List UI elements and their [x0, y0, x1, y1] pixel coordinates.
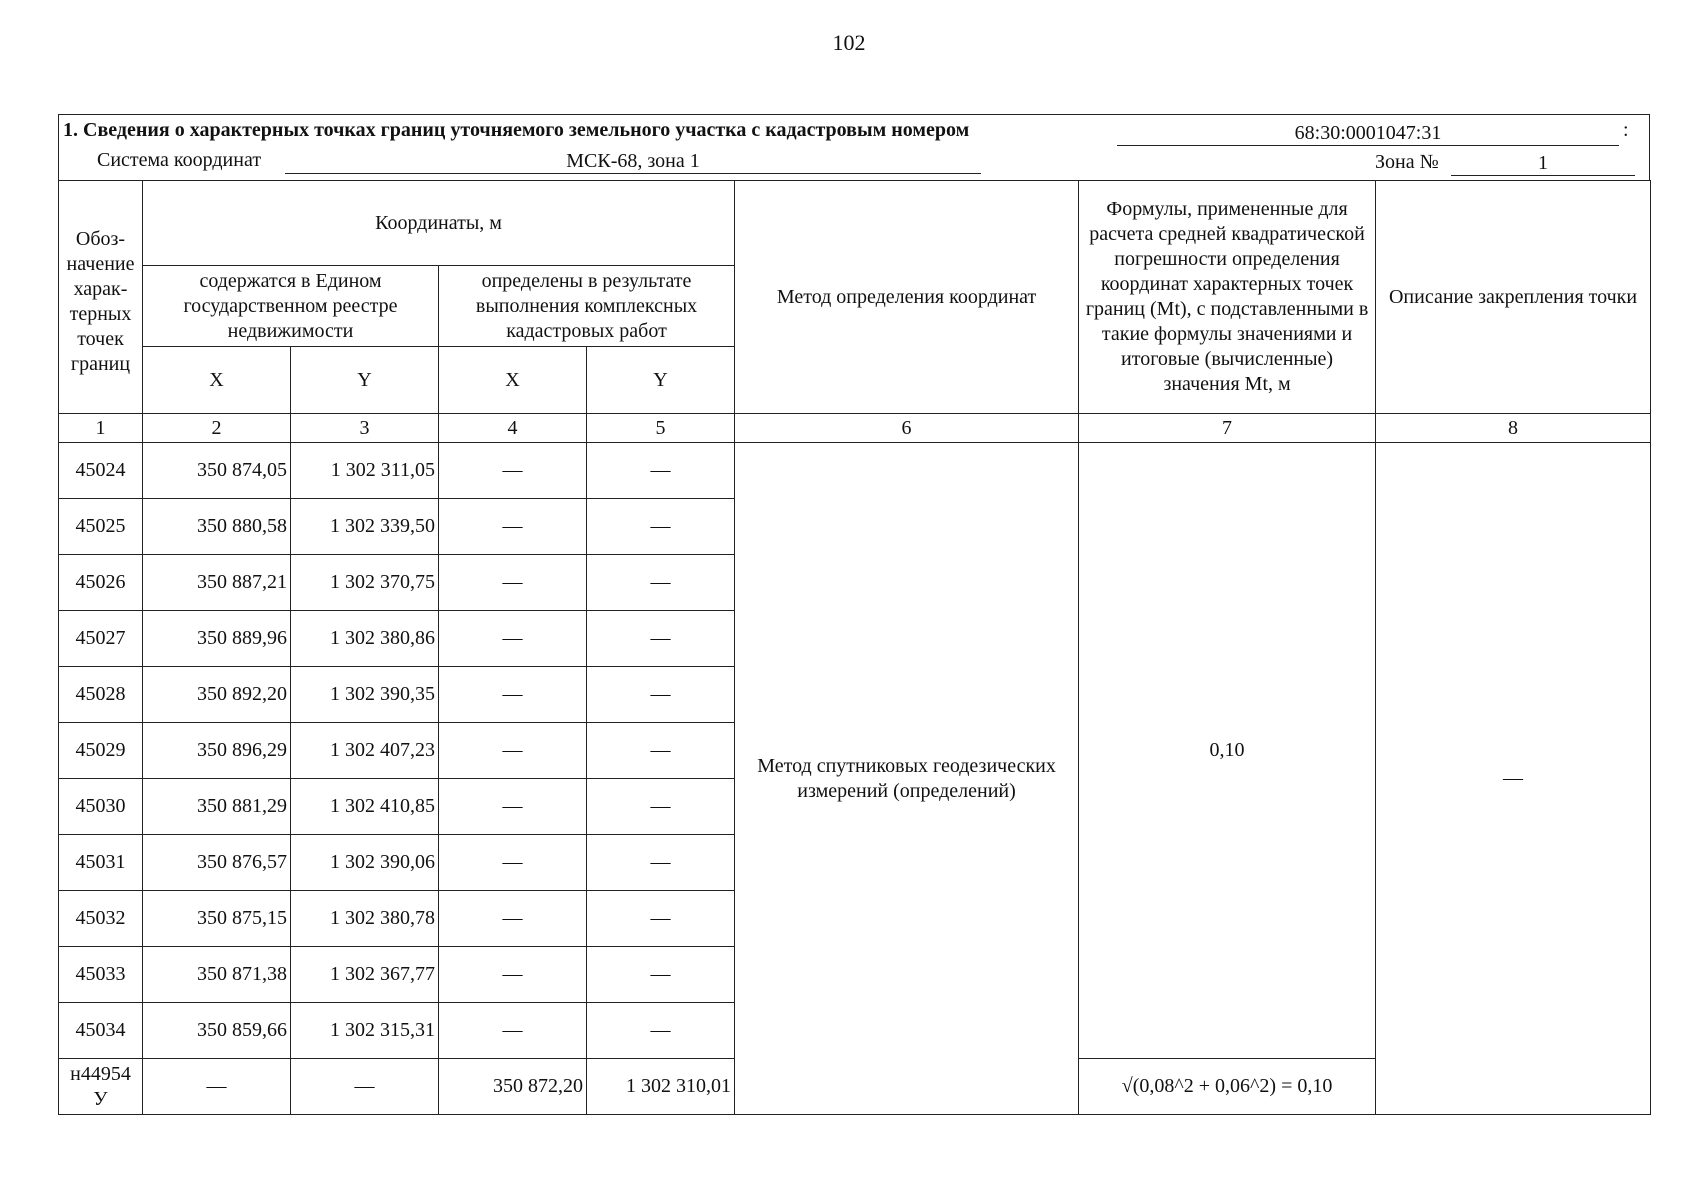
x-kkr: — [439, 835, 587, 891]
table-row [59, 443, 1651, 499]
x-egrn: — [143, 1059, 291, 1115]
header-formulas: Формулы, примененные для расчета средней квадратической погрешности определения координат характерных точек границ (Mt), с подставленными в такие формулы значениями и итоговые (вычисленные) значения Mt, м [1079, 181, 1376, 414]
x-kkr: 350 872,20 [439, 1059, 587, 1115]
y-egrn: 1 302 380,86 [291, 611, 439, 667]
y-egrn: 1 302 410,85 [291, 779, 439, 835]
header-y-kkr: Y [587, 347, 735, 414]
point-id: 45026 [59, 555, 143, 611]
y-egrn: 1 302 315,31 [291, 1003, 439, 1059]
zone-label: Зона № [1375, 151, 1439, 173]
mt-value-cell: 0,10 [1079, 443, 1376, 1059]
y-kkr: — [587, 611, 735, 667]
y-egrn: 1 302 367,77 [291, 947, 439, 1003]
y-kkr: — [587, 723, 735, 779]
x-kkr: — [439, 499, 587, 555]
y-kkr: — [587, 835, 735, 891]
cadastral-number: 68:30:0001047:31 [1117, 121, 1619, 146]
x-egrn: 350 859,66 [143, 1003, 291, 1059]
column-number: 5 [587, 414, 735, 443]
column-number: 1 [59, 414, 143, 443]
header-y-egrn: Y [291, 347, 439, 414]
zone-value: 1 [1451, 151, 1635, 176]
coord-system-value: МСК-68, зона 1 [285, 149, 981, 174]
point-id: 45033 [59, 947, 143, 1003]
x-kkr: — [439, 779, 587, 835]
column-number: 3 [291, 414, 439, 443]
y-egrn: 1 302 380,78 [291, 891, 439, 947]
y-kkr: — [587, 779, 735, 835]
x-egrn: 350 889,96 [143, 611, 291, 667]
x-kkr: — [439, 891, 587, 947]
x-kkr: — [439, 667, 587, 723]
point-id: н44954 У [59, 1059, 143, 1115]
header-x-egrn: X [143, 347, 291, 414]
y-kkr: — [587, 1003, 735, 1059]
y-kkr: — [587, 947, 735, 1003]
method-cell: Метод спутниковых геодезических измерений (определений) [735, 443, 1079, 1115]
header-cadastral-works: определены в результате выполнения комплексных кадастровых работ [439, 266, 735, 347]
x-kkr: — [439, 1003, 587, 1059]
x-kkr: — [439, 443, 587, 499]
y-kkr: — [587, 667, 735, 723]
point-id: 45032 [59, 891, 143, 947]
x-egrn: 350 892,20 [143, 667, 291, 723]
point-id: 45034 [59, 1003, 143, 1059]
y-egrn: 1 302 339,50 [291, 499, 439, 555]
x-egrn: 350 876,57 [143, 835, 291, 891]
column-number: 4 [439, 414, 587, 443]
point-id: 45029 [59, 723, 143, 779]
column-number: 2 [143, 414, 291, 443]
x-egrn: 350 887,21 [143, 555, 291, 611]
header-x-kkr: X [439, 347, 587, 414]
header-coordinates: Координаты, м [143, 181, 735, 266]
title-colon: : [1623, 119, 1629, 141]
y-kkr: — [587, 891, 735, 947]
header-egrn: содержатся в Едином государственном реестре недвижимости [143, 266, 439, 347]
point-id: 45028 [59, 667, 143, 723]
x-egrn: 350 881,29 [143, 779, 291, 835]
y-kkr: — [587, 555, 735, 611]
column-number: 6 [735, 414, 1079, 443]
fixing-cell: — [1376, 443, 1651, 1115]
y-egrn: 1 302 407,23 [291, 723, 439, 779]
point-id: 45027 [59, 611, 143, 667]
x-kkr: — [439, 611, 587, 667]
section-header [58, 114, 1650, 180]
x-egrn: 350 874,05 [143, 443, 291, 499]
point-id: 45025 [59, 499, 143, 555]
x-kkr: — [439, 555, 587, 611]
header-method: Метод определения координат [735, 181, 1079, 414]
point-id: 45030 [59, 779, 143, 835]
y-egrn: 1 302 390,06 [291, 835, 439, 891]
header-fixing: Описание закрепления точки [1376, 181, 1651, 414]
section-title: 1. Сведения о характерных точках границ уточняемого земельного участка с кадастровым номером [63, 119, 970, 141]
y-egrn: 1 302 390,35 [291, 667, 439, 723]
point-id: 45024 [59, 443, 143, 499]
y-egrn: 1 302 311,05 [291, 443, 439, 499]
point-id: 45031 [59, 835, 143, 891]
column-numbers-row [59, 414, 1651, 443]
x-kkr: — [439, 723, 587, 779]
points-table [58, 180, 1651, 1115]
y-kkr: — [587, 499, 735, 555]
page-number: 102 [832, 30, 866, 55]
y-egrn: 1 302 370,75 [291, 555, 439, 611]
mt-formula-cell: √(0,08^2 + 0,06^2) = 0,10 [1079, 1059, 1376, 1115]
x-egrn: 350 880,58 [143, 499, 291, 555]
column-number: 8 [1376, 414, 1651, 443]
coord-system-label: Система координат [97, 149, 262, 171]
y-kkr: 1 302 310,01 [587, 1059, 735, 1115]
column-number: 7 [1079, 414, 1376, 443]
x-egrn: 350 871,38 [143, 947, 291, 1003]
x-egrn: 350 875,15 [143, 891, 291, 947]
x-kkr: — [439, 947, 587, 1003]
header-designation: Обоз-начение харак-терных точек границ [59, 181, 143, 414]
x-egrn: 350 896,29 [143, 723, 291, 779]
y-kkr: — [587, 443, 735, 499]
y-egrn: — [291, 1059, 439, 1115]
